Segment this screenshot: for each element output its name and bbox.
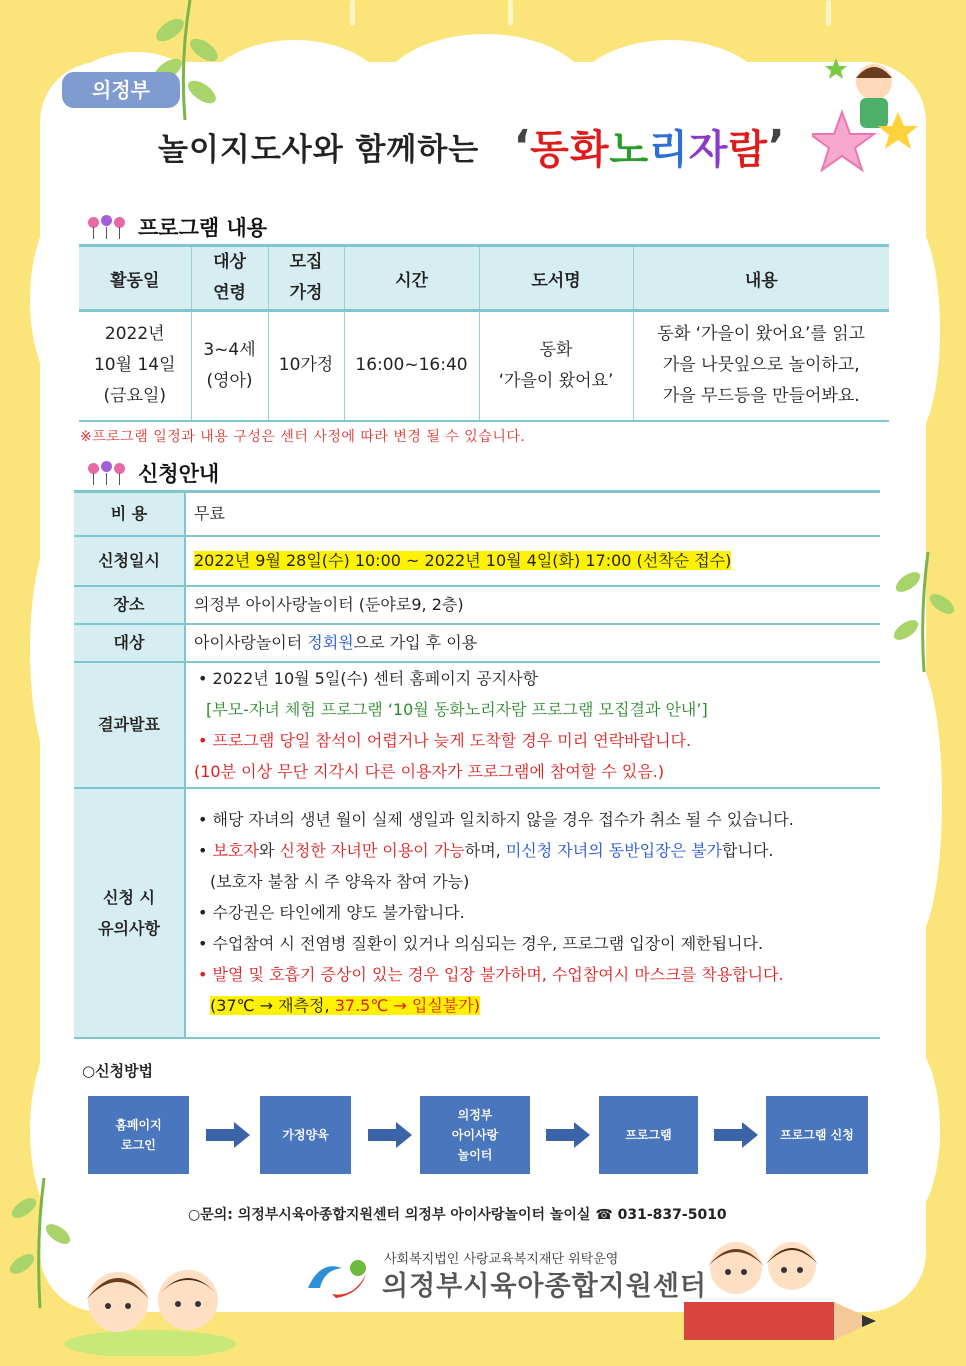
fee-label: 비 용 [74, 492, 185, 536]
header-age: 대상 연령 [191, 246, 268, 311]
method-steps [88, 1096, 868, 1174]
bg-stripe [508, 0, 513, 26]
program-heading [86, 212, 267, 242]
header-book: 도서명 [479, 246, 633, 311]
header-families: 모집 가정 [268, 246, 344, 311]
result-label: 결과발표 [74, 662, 185, 788]
header-content: 내용 [633, 246, 889, 311]
page-title [158, 118, 858, 178]
cell-time: 16:00~16:40 [344, 311, 479, 421]
title-char: 화 [569, 127, 610, 173]
kids-illustration [60, 1256, 240, 1356]
result-line: [부모-자녀 체험 프로그램 ‘10월 동화노리자람 프로그램 모집결과 안내’] [206, 699, 708, 719]
program-table [79, 244, 889, 422]
step-program-apply: 프로그램 신청 [766, 1096, 868, 1174]
org-logo-icon [302, 1254, 380, 1300]
cell-content: 동화 ‘가을이 왔어요’를 읽고 가을 나뭇잎으로 놀이하고, 가을 무드등을 만들어봐요. [657, 324, 866, 407]
place-value: 의정부 아이사랑놀이터 (둔야로9, 2층) [194, 595, 464, 614]
apply-heading [86, 458, 219, 488]
step-playground: 의정부 아이사랑 놀이터 [420, 1096, 530, 1174]
period-value: 2022년 9월 28일(수) 10:00 ~ 2022년 10월 4일(화) 17:00 (선착순 접수) [194, 551, 732, 570]
caution-label: 신청 시 유의사항 [74, 788, 185, 1038]
leaf-branch-icon [884, 552, 964, 672]
cell-age: 3~4세 (영아) [191, 311, 268, 421]
place-label: 장소 [74, 586, 185, 624]
cell-book: 동화 ‘가을이 왔어요’ [479, 311, 633, 421]
apply-info-table [74, 490, 880, 1039]
caution-line: • 수강권은 타인에게 양도 불가합니다. [198, 903, 465, 922]
table-row [79, 311, 889, 421]
caution-line: • 발열 및 호흡기 증상이 있는 경우 입장 불가하며, 수업참여시 마스크를 착용합니다. [198, 965, 784, 984]
title-quote-close: ’ [768, 121, 785, 172]
result-row [74, 662, 880, 788]
header-time: 시간 [344, 246, 479, 311]
bg-stripe [350, 0, 355, 26]
org-subtitle: 사회복지법인 사랑교육복지재단 위탁운영 [384, 1252, 619, 1267]
title-char: 리 [649, 127, 689, 173]
step-program: 프로그램 [599, 1096, 698, 1174]
apply-heading-text: 신청안내 [138, 462, 220, 486]
caution-line: (보호자 불참 시 주 양육자 참여 가능) [210, 872, 470, 891]
kids-pencil-illustration [680, 1232, 880, 1344]
arrow-right-icon [546, 1122, 590, 1148]
fee-value: 무료 [194, 504, 225, 524]
org-name: 의정부시육아종합지원센터 [382, 1271, 707, 1302]
region-badge: 의정부 [62, 72, 180, 108]
schedule-note: ※프로그램 일정과 내용 구성은 센터 사정에 따라 변경 될 수 있습니다. [80, 429, 526, 445]
result-value [185, 662, 880, 788]
title-char: 동 [530, 127, 570, 173]
title-quote-open: ‘ [513, 121, 531, 172]
target-row [74, 624, 880, 662]
caution-line: • 수업참여 시 전염병 질환이 있거나 의심되는 경우, 프로그램 입장이 제한됩니다. [198, 934, 764, 953]
result-line: • 2022년 10월 5일(수) 센터 홈페이지 공지사항 [198, 668, 539, 688]
hearts-icon [86, 461, 130, 485]
contact-info: ○문의: 의정부시육아종합지원센터 의정부 아이사랑놀이터 놀이실 ☎ 031-837-5010 [188, 1207, 727, 1223]
target-highlight: 정회원 [307, 633, 354, 652]
arrow-right-icon [206, 1122, 250, 1148]
period-label: 신청일시 [74, 536, 185, 586]
arrow-right-icon [368, 1122, 412, 1148]
fee-row [74, 492, 880, 536]
period-row [74, 536, 880, 586]
method-heading: ○신청방법 [82, 1062, 154, 1080]
caution-line: • 해당 자녀의 생년 월이 실제 생일과 일치하지 않을 경우 접수가 취소 될 수 있습니다. [198, 810, 794, 829]
hearts-icon [86, 215, 130, 239]
result-line: • 프로그램 당일 참석이 어렵거나 늦게 도착할 경우 미리 연락바랍니다. [198, 730, 692, 750]
cell-date: 2022년 10월 14일 (금요일) [79, 311, 191, 421]
title-prefix: 놀이지도사와 함께하는 [158, 132, 480, 168]
caution-value [185, 788, 880, 1038]
kid-star-illustration [812, 52, 922, 172]
step-login: 홈페이지 로그인 [88, 1096, 189, 1174]
place-row [74, 586, 880, 624]
caution-line: • 보호자와 신청한 자녀만 이용이 가능하며, 미신청 자녀의 동반입장은 불가합니다. [198, 841, 774, 860]
bg-stripe [826, 0, 831, 26]
cell-families: 10가정 [268, 311, 344, 421]
caution-row [74, 788, 880, 1038]
target-value: 아이사랑놀이터 정회원으로 가입 후 이용 [194, 633, 478, 652]
title-char: 람 [728, 127, 769, 173]
caution-line: (37℃ → 재측정, 37.5℃ → 입실불가) [210, 996, 480, 1015]
arrow-right-icon [714, 1122, 758, 1148]
result-line: (10분 이상 무단 지각시 다른 이용자가 프로그램에 참여할 수 있음.) [194, 761, 665, 781]
title-char: 자 [688, 127, 729, 173]
target-label: 대상 [74, 624, 185, 662]
cloud-bump [870, 1040, 940, 1220]
header-date: 활동일 [79, 246, 191, 311]
cloud-bump [880, 220, 940, 440]
cloud-bump [886, 660, 942, 940]
step-home-care: 가정양육 [260, 1096, 351, 1174]
title-char: 노 [609, 127, 650, 173]
program-heading-text: 프로그램 내용 [138, 216, 268, 240]
